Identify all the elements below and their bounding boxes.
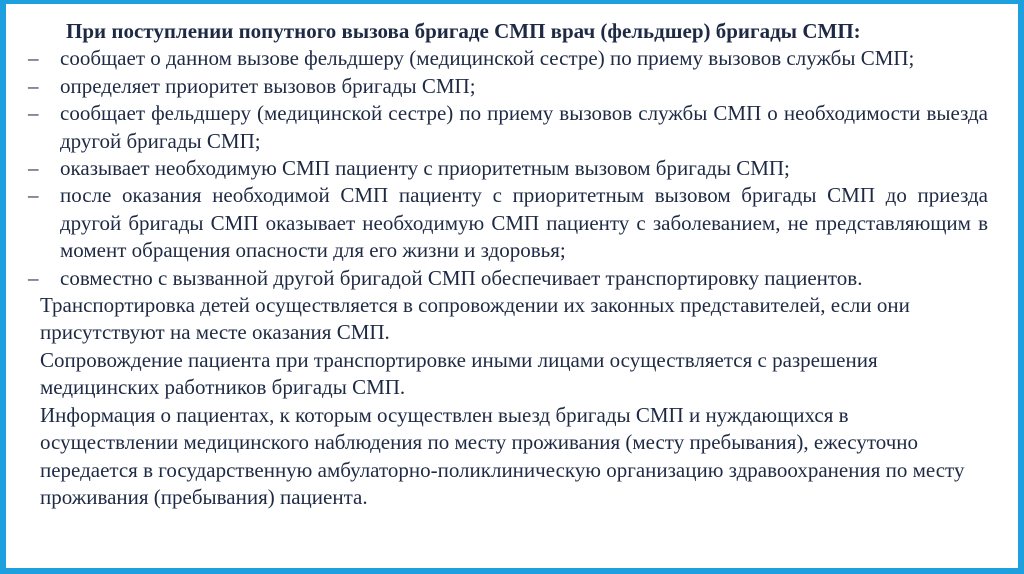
slide-content <box>26 18 988 511</box>
list-item-text: совместно с вызванной другой бригадой СМП обеспечивает транспортировку пациентов. <box>60 265 863 290</box>
list-item-text: сообщает о данном вызове фельдшеру (медицинской сестре) по приему вызовов службы СМП; <box>60 46 915 71</box>
paragraph-children-transport: Транспортировка детей осуществляется в сопровождении их законных представителей, если они присутствуют на месте оказания СМП. <box>40 293 910 345</box>
list-item <box>26 100 988 155</box>
list-item <box>26 45 988 72</box>
list-item-text: сообщает фельдшеру (медицинской сестре) по приему вызовов службы СМП о необходимости выезда другой бригады СМП; <box>60 101 988 153</box>
list-item-text: оказывает необходимую СМП пациенту с приоритетным вызовом бригады СМП; <box>60 156 790 181</box>
slide-heading: При поступлении попутного вызова бригаде СМП врач (фельдшер) бригады СМП: <box>66 19 861 43</box>
dash-marker: – <box>28 73 39 98</box>
dash-marker: – <box>28 265 39 290</box>
bullet-list <box>26 45 988 292</box>
list-item <box>26 182 988 264</box>
list-item-text: после оказания необходимой СМП пациенту с приоритетным вызовом бригады СМП до приезда другой бригады СМП оказывает необходимую СМП пациенту с заболеванием, не представляющим в момент обращения опасности для его жизни и здоровья; <box>60 183 988 263</box>
list-item <box>26 265 988 292</box>
paragraph-escort-permission: Сопровождение пациента при транспортировке иными лицами осуществляется с разрешения медицинских работников бригады СМП. <box>40 347 878 400</box>
list-item <box>26 155 988 182</box>
list-item-text: определяет приоритет вызовов бригады СМП; <box>60 73 476 98</box>
paragraph-patient-information: Информация о пациентах, к которым осуществлен выезд бригады СМП и нуждающихся в осуществлении медицинского наблюдения по месту проживания (месту пребывания), ежесуточно передается в государственную амбулаторно-поликлиническую организацию здравоохранения по месту проживания (пребывания) пациента. <box>40 402 965 509</box>
list-item <box>26 73 988 100</box>
dash-marker: – <box>28 156 39 181</box>
dash-marker: – <box>28 46 39 71</box>
dash-marker: – <box>28 183 39 208</box>
dash-marker: – <box>28 101 39 126</box>
